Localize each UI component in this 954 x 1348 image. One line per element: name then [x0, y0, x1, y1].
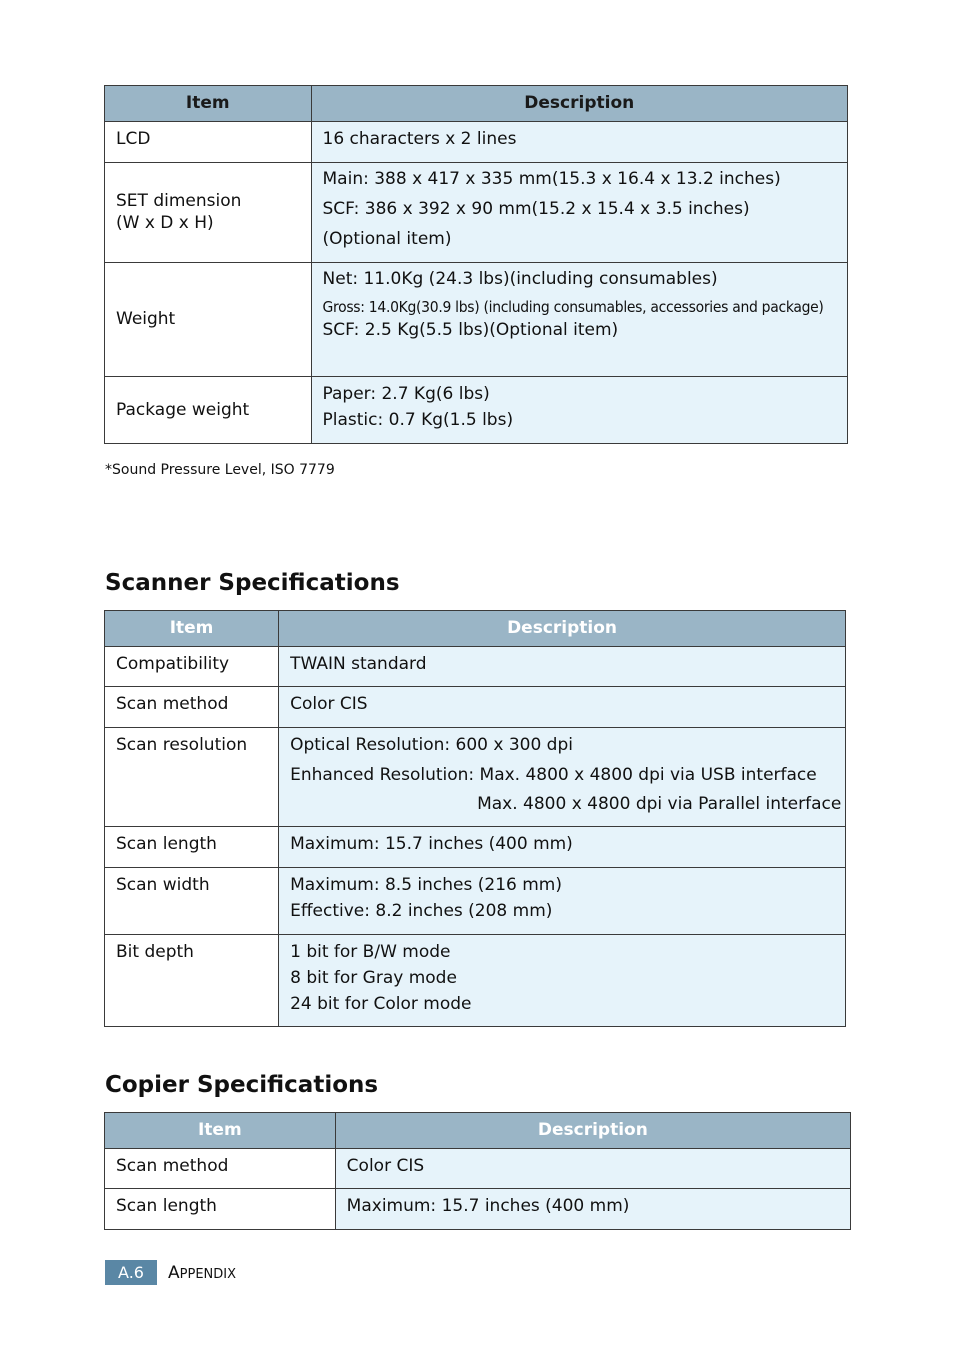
footer-label-initial: A [168, 1263, 180, 1283]
row-item: Scan length [116, 1196, 217, 1216]
row-description: (Optional item) [322, 229, 452, 249]
scanner-section-title: Scanner Specifications [105, 570, 400, 596]
table-row [105, 122, 848, 163]
column-header-item: Item [105, 611, 279, 647]
footnote: *Sound Pressure Level, ISO 7779 [105, 462, 335, 478]
general-spec-table [104, 85, 848, 444]
row-item: Scan method [116, 1156, 229, 1176]
row-item: Scan method [116, 694, 229, 714]
row-item: Compatibility [116, 654, 230, 674]
table-row [105, 1189, 851, 1230]
footer-section-label [168, 1263, 236, 1283]
column-header-item: Item [105, 86, 312, 122]
table-row [105, 728, 846, 827]
row-description: Max. 4800 x 4800 dpi via Parallel interface [477, 794, 842, 814]
row-description: 24 bit for Color mode [290, 994, 472, 1014]
scanner-spec-table [104, 610, 846, 1027]
row-item: Package weight [116, 399, 250, 420]
table-row [105, 263, 848, 377]
row-description: Maximum: 15.7 inches (400 mm) [290, 834, 573, 854]
table-row [105, 687, 846, 728]
row-item: Scan resolution [116, 735, 248, 755]
row-description: Maximum: 15.7 inches (400 mm) [346, 1196, 630, 1216]
row-item: (W x D x H) [116, 213, 214, 233]
copier-spec-table [104, 1112, 851, 1230]
row-description: Maximum: 8.5 inches (216 mm) [290, 875, 563, 895]
table-row [105, 377, 848, 444]
table-row [105, 935, 846, 1027]
row-description: TWAIN standard [290, 654, 427, 674]
table-header-row [105, 611, 846, 647]
row-description: Color CIS [346, 1156, 425, 1176]
row-item: LCD [116, 129, 151, 149]
row-description: 1 bit for B/W mode [290, 942, 451, 962]
row-item: SET dimension [116, 191, 242, 211]
row-description: Optical Resolution: 600 x 300 dpi [290, 735, 573, 755]
table-row [105, 1149, 851, 1189]
row-item: Scan width [116, 875, 210, 895]
row-description: SCF: 386 x 392 x 90 mm(15.2 x 15.4 x 3.5 inches) [322, 199, 750, 219]
row-description: 16 characters x 2 lines [322, 129, 517, 149]
table-row [105, 163, 848, 263]
row-description: Plastic: 0.7 Kg(1.5 lbs) [322, 410, 514, 430]
row-item: Scan length [116, 834, 217, 854]
row-description: Effective: 8.2 inches (208 mm) [290, 901, 553, 921]
row-item: Weight [116, 309, 176, 329]
row-description: SCF: 2.5 Kg(5.5 lbs)(Optional item) [322, 320, 619, 340]
row-description: Paper: 2.7 Kg(6 lbs) [322, 384, 490, 404]
row-description: Color CIS [290, 694, 368, 714]
table-row [105, 647, 846, 687]
page-number-badge: A.6 [105, 1260, 157, 1285]
row-item: Bit depth [116, 942, 194, 962]
row-description: Enhanced Resolution: Max. 4800 x 4800 dpi via USB interface [290, 765, 817, 785]
copier-section-title: Copier Specifications [105, 1072, 379, 1098]
table-row [105, 868, 846, 935]
row-description: 8 bit for Gray mode [290, 968, 457, 988]
column-header-description: Description [279, 611, 846, 647]
row-description: Gross: 14.0Kg(30.9 lbs) (including consumables, accessories and package) [322, 298, 824, 316]
table-row [105, 827, 846, 868]
column-header-description: Description [311, 86, 847, 122]
row-description: Net: 11.0Kg (24.3 lbs)(including consumables) [322, 269, 718, 289]
row-description: Main: 388 x 417 x 335 mm(15.3 x 16.4 x 13.2 inches) [322, 169, 781, 189]
column-header-item: Item [105, 1113, 336, 1149]
footer-label-rest: PPENDIX [179, 1267, 237, 1282]
table-header-row [105, 86, 848, 122]
column-header-description: Description [335, 1113, 850, 1149]
table-header-row [105, 1113, 851, 1149]
